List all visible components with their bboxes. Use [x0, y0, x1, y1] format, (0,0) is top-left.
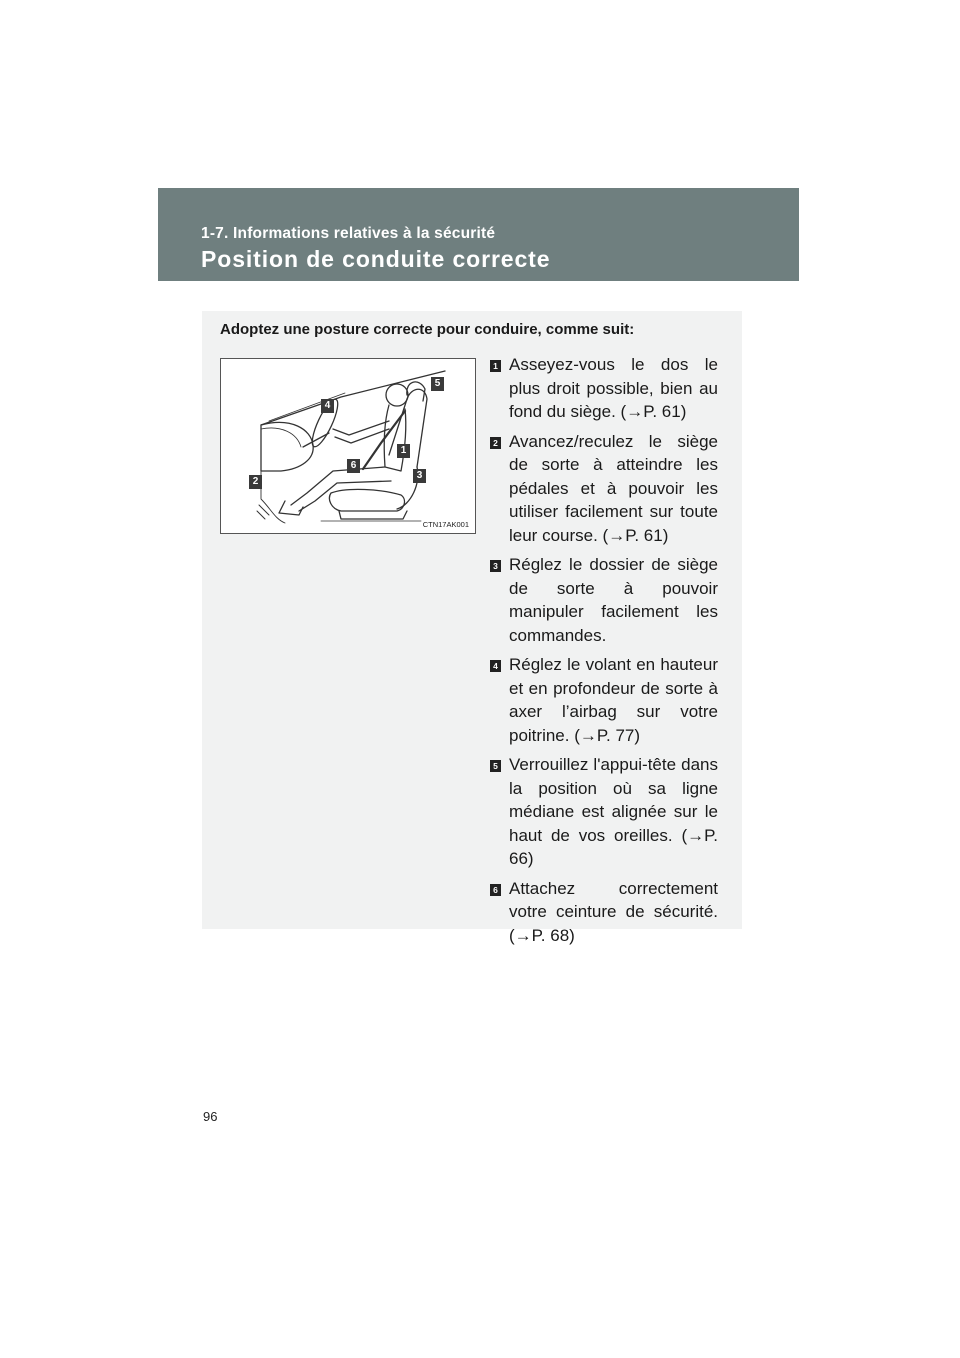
item-text: Avancez/reculez le siège de sorte à atteindre les pédales et à pouvoir les utiliser facilement sur toute leur course. (→P. 61) [509, 431, 718, 545]
item-number-badge: 6 [490, 884, 501, 896]
intro-text: Adoptez une posture correcte pour conduire, comme suit: [220, 321, 635, 338]
callout-4: 4 [321, 399, 334, 413]
driver-shoe [279, 501, 303, 515]
item-number-badge: 2 [490, 437, 501, 449]
seat-cushion [329, 489, 404, 511]
list-item [490, 877, 718, 948]
driving-position-illustration [220, 358, 476, 534]
windshield-line [261, 371, 445, 425]
list-item [490, 553, 718, 647]
item-number-badge: 5 [490, 760, 501, 772]
callout-6: 6 [347, 459, 360, 473]
figure-code: CTN17AK001 [422, 520, 469, 529]
page-title: Position de conduite correcte [201, 246, 551, 272]
driver-arm [333, 421, 389, 435]
headrest [407, 382, 425, 401]
pedal [257, 505, 269, 519]
dashboard [261, 422, 313, 471]
callout-1: 1 [397, 444, 410, 458]
page-number: 96 [203, 1109, 218, 1124]
item-text: Réglez le dossier de siège de sorte à pouvoir manipuler facilement les commandes. [509, 555, 718, 645]
item-number-badge: 3 [490, 560, 501, 572]
section-label: 1-7. Informations relatives à la sécurité [201, 225, 496, 242]
driver-leg [291, 467, 385, 505]
item-text: Verrouillez l'appui-tête dans la position où sa ligne médiane est alignée sur le haut de vos oreilles. (→P. 66) [509, 755, 718, 868]
item-text: Asseyez-vous le dos le plus droit possible, bien au fond du siège. (→P. 61) [509, 355, 718, 421]
section-header [158, 188, 799, 281]
item-text: Attachez correctement votre ceinture de sécurité. (→P. 68) [509, 878, 718, 945]
content-panel [202, 311, 742, 945]
callout-3: 3 [413, 469, 426, 483]
item-number-badge: 4 [490, 660, 501, 672]
list-item [490, 653, 718, 747]
callout-2: 2 [249, 475, 262, 489]
item-number-badge: 1 [490, 360, 501, 372]
list-item [490, 353, 718, 424]
steering-column [303, 433, 329, 447]
driver-head [386, 384, 408, 406]
instruction-list [490, 353, 718, 953]
item-text: Réglez le volant en hauteur et en profondeur de sorte à axer l’airbag sur votre poitrine. (→P. 77) [509, 655, 718, 745]
list-item [490, 430, 718, 548]
callout-5: 5 [431, 377, 444, 391]
list-item [490, 753, 718, 871]
